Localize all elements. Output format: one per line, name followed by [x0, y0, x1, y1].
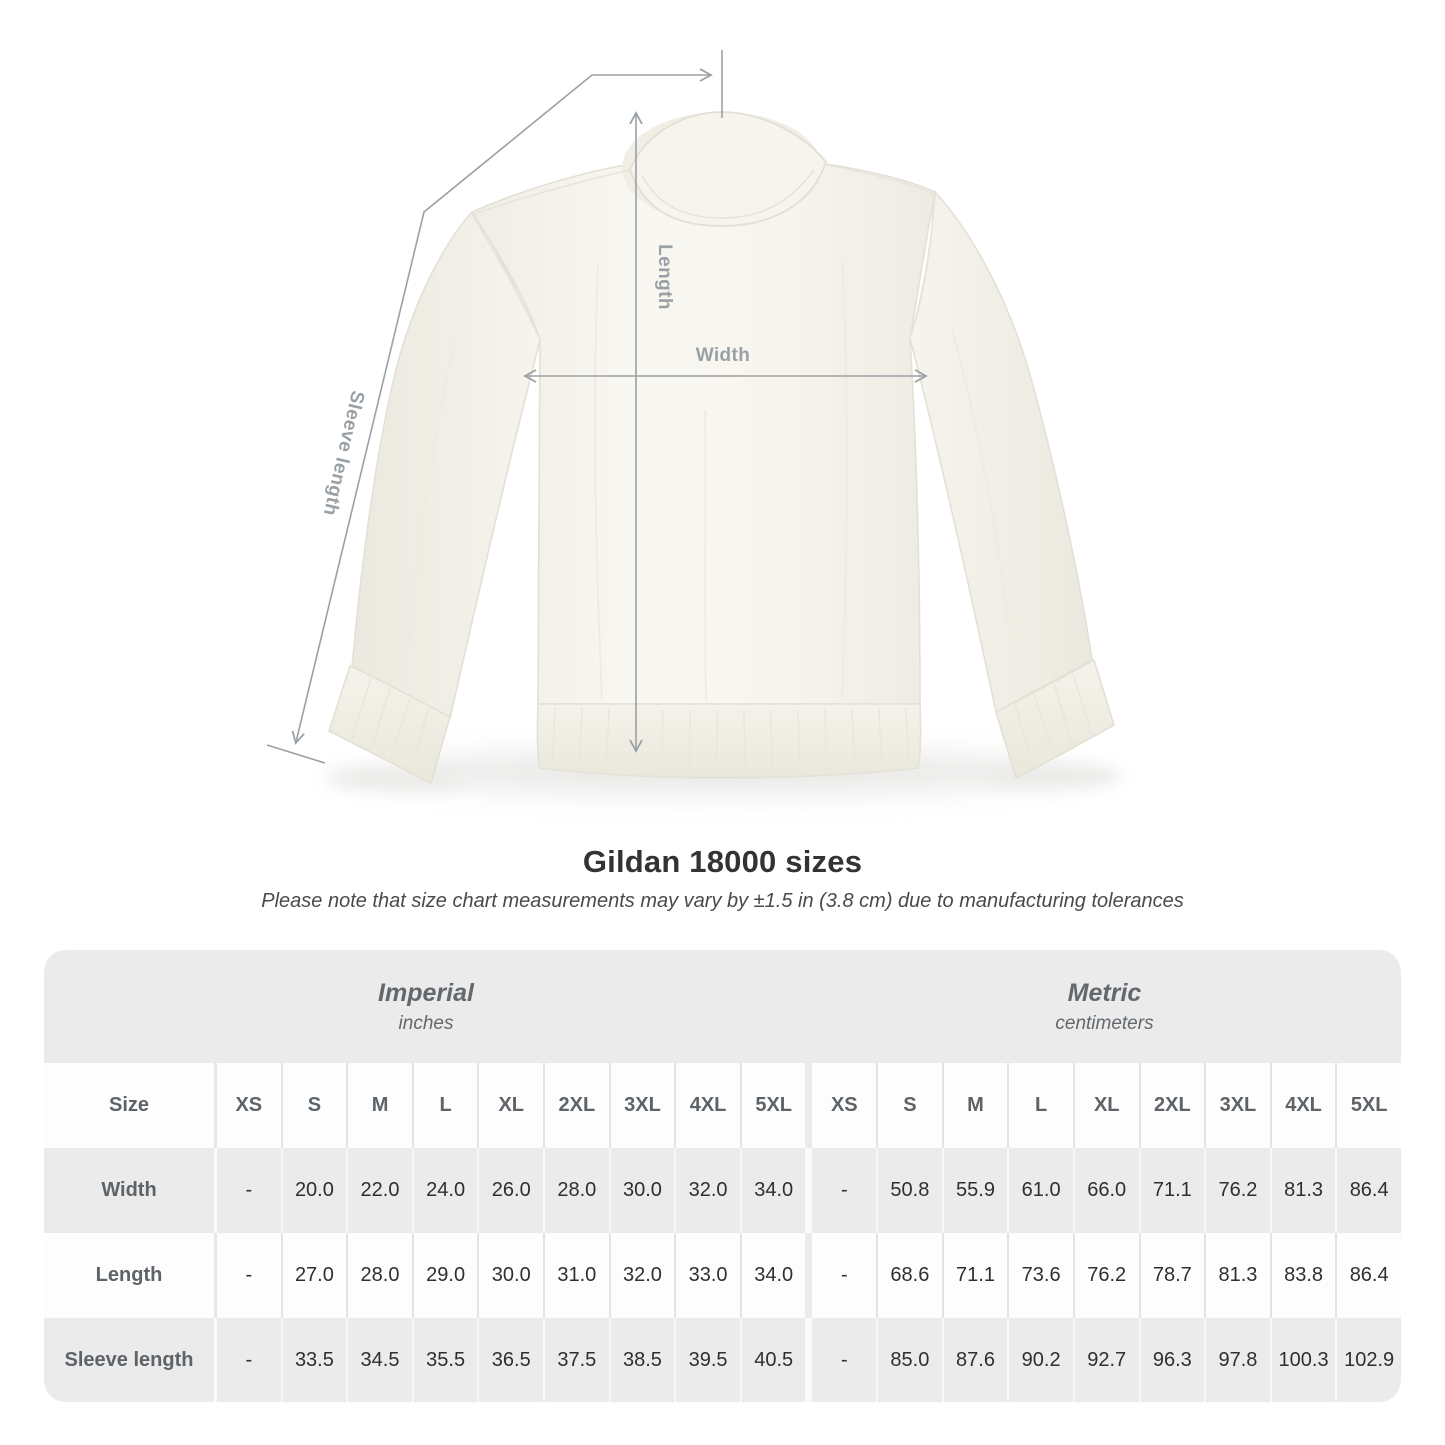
value-cell: 96.3 — [1139, 1318, 1205, 1402]
value-cell: 22.0 — [346, 1148, 412, 1233]
cuff-reference-tick — [267, 745, 325, 763]
value-cell: 40.5 — [740, 1318, 806, 1402]
value-cell: 81.3 — [1270, 1148, 1336, 1233]
value-cell: 78.7 — [1139, 1233, 1205, 1318]
value-cell: 73.6 — [1007, 1233, 1073, 1318]
sleeve-length-label: Sleeve length — [318, 388, 368, 518]
value-cell: 55.9 — [942, 1148, 1008, 1233]
imperial-group-unit: inches — [398, 1012, 454, 1034]
value-cell: - — [214, 1233, 281, 1318]
waistband — [537, 704, 920, 778]
value-cell: 28.0 — [543, 1148, 609, 1233]
value-cell: 34.0 — [740, 1148, 806, 1233]
value-cell: 26.0 — [477, 1148, 543, 1233]
sleeve-length-row-label: Sleeve length — [64, 1348, 194, 1371]
size-header-cell: S — [876, 1063, 942, 1148]
right-cuff-shadow — [982, 763, 1122, 789]
size-header-cell: 5XL — [740, 1063, 806, 1148]
value-cell: 71.1 — [942, 1233, 1008, 1318]
value-cell: 68.6 — [876, 1233, 942, 1318]
value-cell: 37.5 — [543, 1318, 609, 1402]
value-cell: 32.0 — [674, 1148, 740, 1233]
length-label: Length — [654, 244, 675, 310]
value-cell: 61.0 — [1007, 1148, 1073, 1233]
value-cell: 76.2 — [1204, 1148, 1270, 1233]
value-cell: 86.4 — [1335, 1233, 1401, 1318]
width-row-label: Width — [101, 1179, 157, 1201]
size-col-header: Size — [108, 1094, 150, 1116]
size-header-cell: 4XL — [1270, 1063, 1336, 1148]
value-cell: - — [214, 1148, 281, 1233]
value-cell: 29.0 — [412, 1233, 478, 1318]
metric-group-header — [808, 950, 1401, 1063]
value-cell: 30.0 — [609, 1148, 675, 1233]
value-cell: 92.7 — [1073, 1318, 1139, 1402]
size-header-cell: 2XL — [543, 1063, 609, 1148]
size-header-cell: 4XL — [674, 1063, 740, 1148]
value-cell: - — [805, 1318, 876, 1402]
value-cell: 32.0 — [609, 1233, 675, 1318]
left-cuff-shadow — [325, 765, 465, 791]
size-header-cell: L — [1007, 1063, 1073, 1148]
length-row — [44, 1233, 1401, 1318]
size-header-cell: M — [346, 1063, 412, 1148]
imperial-group-header — [44, 950, 808, 1063]
value-cell: 33.5 — [281, 1318, 347, 1402]
size-header-cell: 5XL — [1335, 1063, 1401, 1148]
size-chart-table — [44, 950, 1401, 1402]
value-cell: - — [805, 1148, 876, 1233]
value-cell: 33.0 — [674, 1233, 740, 1318]
value-cell: 102.9 — [1335, 1318, 1401, 1402]
sleeve-length-row — [44, 1318, 1401, 1402]
size-header-cell: XS — [214, 1063, 281, 1148]
size-header-cell: XL — [477, 1063, 543, 1148]
value-cell: 71.1 — [1139, 1148, 1205, 1233]
value-cell: 87.6 — [942, 1318, 1008, 1402]
size-header-cell: XS — [805, 1063, 876, 1148]
width-row — [44, 1148, 1401, 1233]
size-header-cell: 3XL — [609, 1063, 675, 1148]
tolerance-note: Please note that size chart measurements may vary by ±1.5 in (3.8 cm) due to manufacturing tolerances — [261, 890, 1184, 912]
value-cell: 20.0 — [281, 1148, 347, 1233]
body — [472, 156, 935, 704]
value-cell: 81.3 — [1204, 1233, 1270, 1318]
size-header-cell: 2XL — [1139, 1063, 1205, 1148]
value-cell: 38.5 — [609, 1318, 675, 1402]
size-header-row — [44, 1063, 1401, 1148]
value-cell: 50.8 — [876, 1148, 942, 1233]
value-cell: 66.0 — [1073, 1148, 1139, 1233]
value-cell: 30.0 — [477, 1233, 543, 1318]
value-cell: 83.8 — [1270, 1233, 1336, 1318]
value-cell: 35.5 — [412, 1318, 478, 1402]
size-header-cell: 3XL — [1204, 1063, 1270, 1148]
value-cell: 28.0 — [346, 1233, 412, 1318]
value-cell: 97.8 — [1204, 1318, 1270, 1402]
value-cell: 85.0 — [876, 1318, 942, 1402]
size-header-cell: S — [281, 1063, 347, 1148]
value-cell: 90.2 — [1007, 1318, 1073, 1402]
value-cell: - — [805, 1233, 876, 1318]
imperial-group-name: Imperial — [378, 978, 474, 1007]
size-header-cell: XL — [1073, 1063, 1139, 1148]
value-cell: 76.2 — [1073, 1233, 1139, 1318]
width-label: Width — [695, 345, 751, 366]
metric-group-name: Metric — [1067, 978, 1142, 1007]
value-cell: 34.5 — [346, 1318, 412, 1402]
page-title: Gildan 18000 sizes — [582, 844, 863, 879]
value-cell: 39.5 — [674, 1318, 740, 1402]
value-cell: 27.0 — [281, 1233, 347, 1318]
left-sleeve — [352, 212, 540, 718]
size-header-cell: M — [942, 1063, 1008, 1148]
value-cell: 36.5 — [477, 1318, 543, 1402]
value-cell: 100.3 — [1270, 1318, 1336, 1402]
value-cell: 24.0 — [412, 1148, 478, 1233]
size-header-cell: L — [412, 1063, 478, 1148]
value-cell: 86.4 — [1335, 1148, 1401, 1233]
caption-section — [0, 830, 1445, 950]
right-sleeve — [910, 192, 1092, 712]
value-cell: - — [214, 1318, 281, 1402]
value-cell: 34.0 — [740, 1233, 806, 1318]
length-row-label: Length — [95, 1264, 163, 1286]
value-cell: 31.0 — [543, 1233, 609, 1318]
metric-group-unit: centimeters — [1055, 1012, 1154, 1034]
unit-header-band — [44, 950, 1401, 1063]
